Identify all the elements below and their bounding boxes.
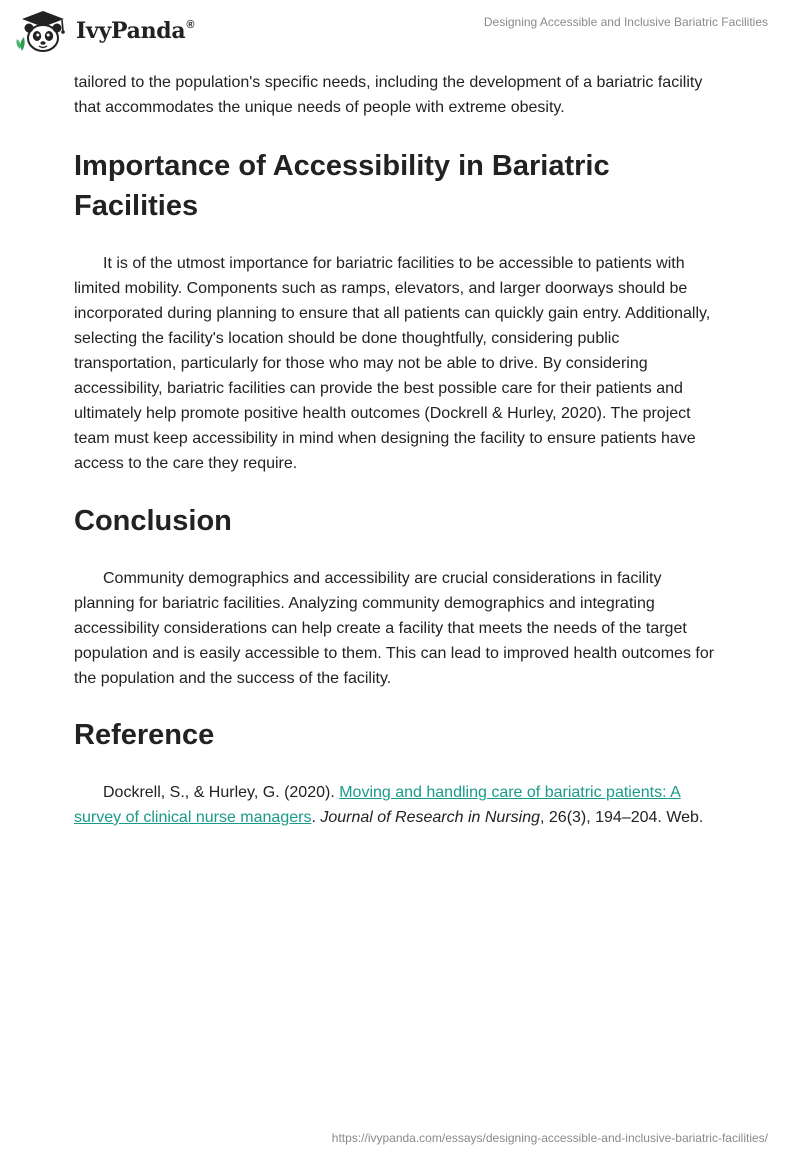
essay-content [74,70,724,830]
section-paragraph-accessibility: It is of the utmost importance for bariatric facilities to be accessible to patients with limited mobility. Components such as ramps, elevators, and larger doorways should be incorporated during planning to ensure that all patients can quickly gain entry. Additionally, selecting the facility's location should be done thoughtfully, considering public transportation, particularly for those who may not be able to drive. By considering accessibility, bariatric facilities can provide the best possible care for their patients and ultimately help promote positive health outcomes (Dockrell & Hurley, 2020). The project team must keep accessibility in mind when designing the facility to ensure patients have access to the care they require. [74,255,711,472]
reference-link[interactable]: Moving and handling care of bariatric patients: A survey of clinical nurse managers [74,784,681,826]
panda-icon [14,9,72,53]
section-heading-accessibility: Importance of Accessibility in Bariatric Facilities [74,150,610,222]
section-heading-conclusion: Conclusion [74,505,232,537]
intro-paragraph: tailored to the population's specific needs, including the development of a bariatric facility that accommodates the unique needs of people with extreme obesity. [74,74,703,116]
section-paragraph-conclusion: Community demographics and accessibility are crucial considerations in facility planning for bariatric facilities. Analyzing community demographics and integrating accessibility considerations can help create a facility that meets the needs of the target population and is easily accessible to them. This can lead to improved health outcomes for the population and the success of the facility. [74,570,715,687]
ivypanda-logo[interactable] [14,8,194,54]
registered-mark: ® [186,19,195,31]
document-title: Designing Accessible and Inclusive Bariatric Facilities [483,15,768,29]
brand-name: IvyPanda® [76,18,195,44]
reference-details: , 26(3), 194–204. Web. [540,809,704,826]
footer-url: https://ivypanda.com/essays/designing-accessible-and-inclusive-bariatric-facilities/ [331,1131,768,1145]
reference-authors: Dockrell, S., & Hurley, G. (2020). [103,784,340,801]
page-header [0,0,800,60]
reference-punctuation: . [311,809,321,826]
reference-entry [74,780,724,830]
section-heading-reference: Reference [74,719,215,751]
reference-journal: Journal of Research in Nursing [320,809,540,826]
